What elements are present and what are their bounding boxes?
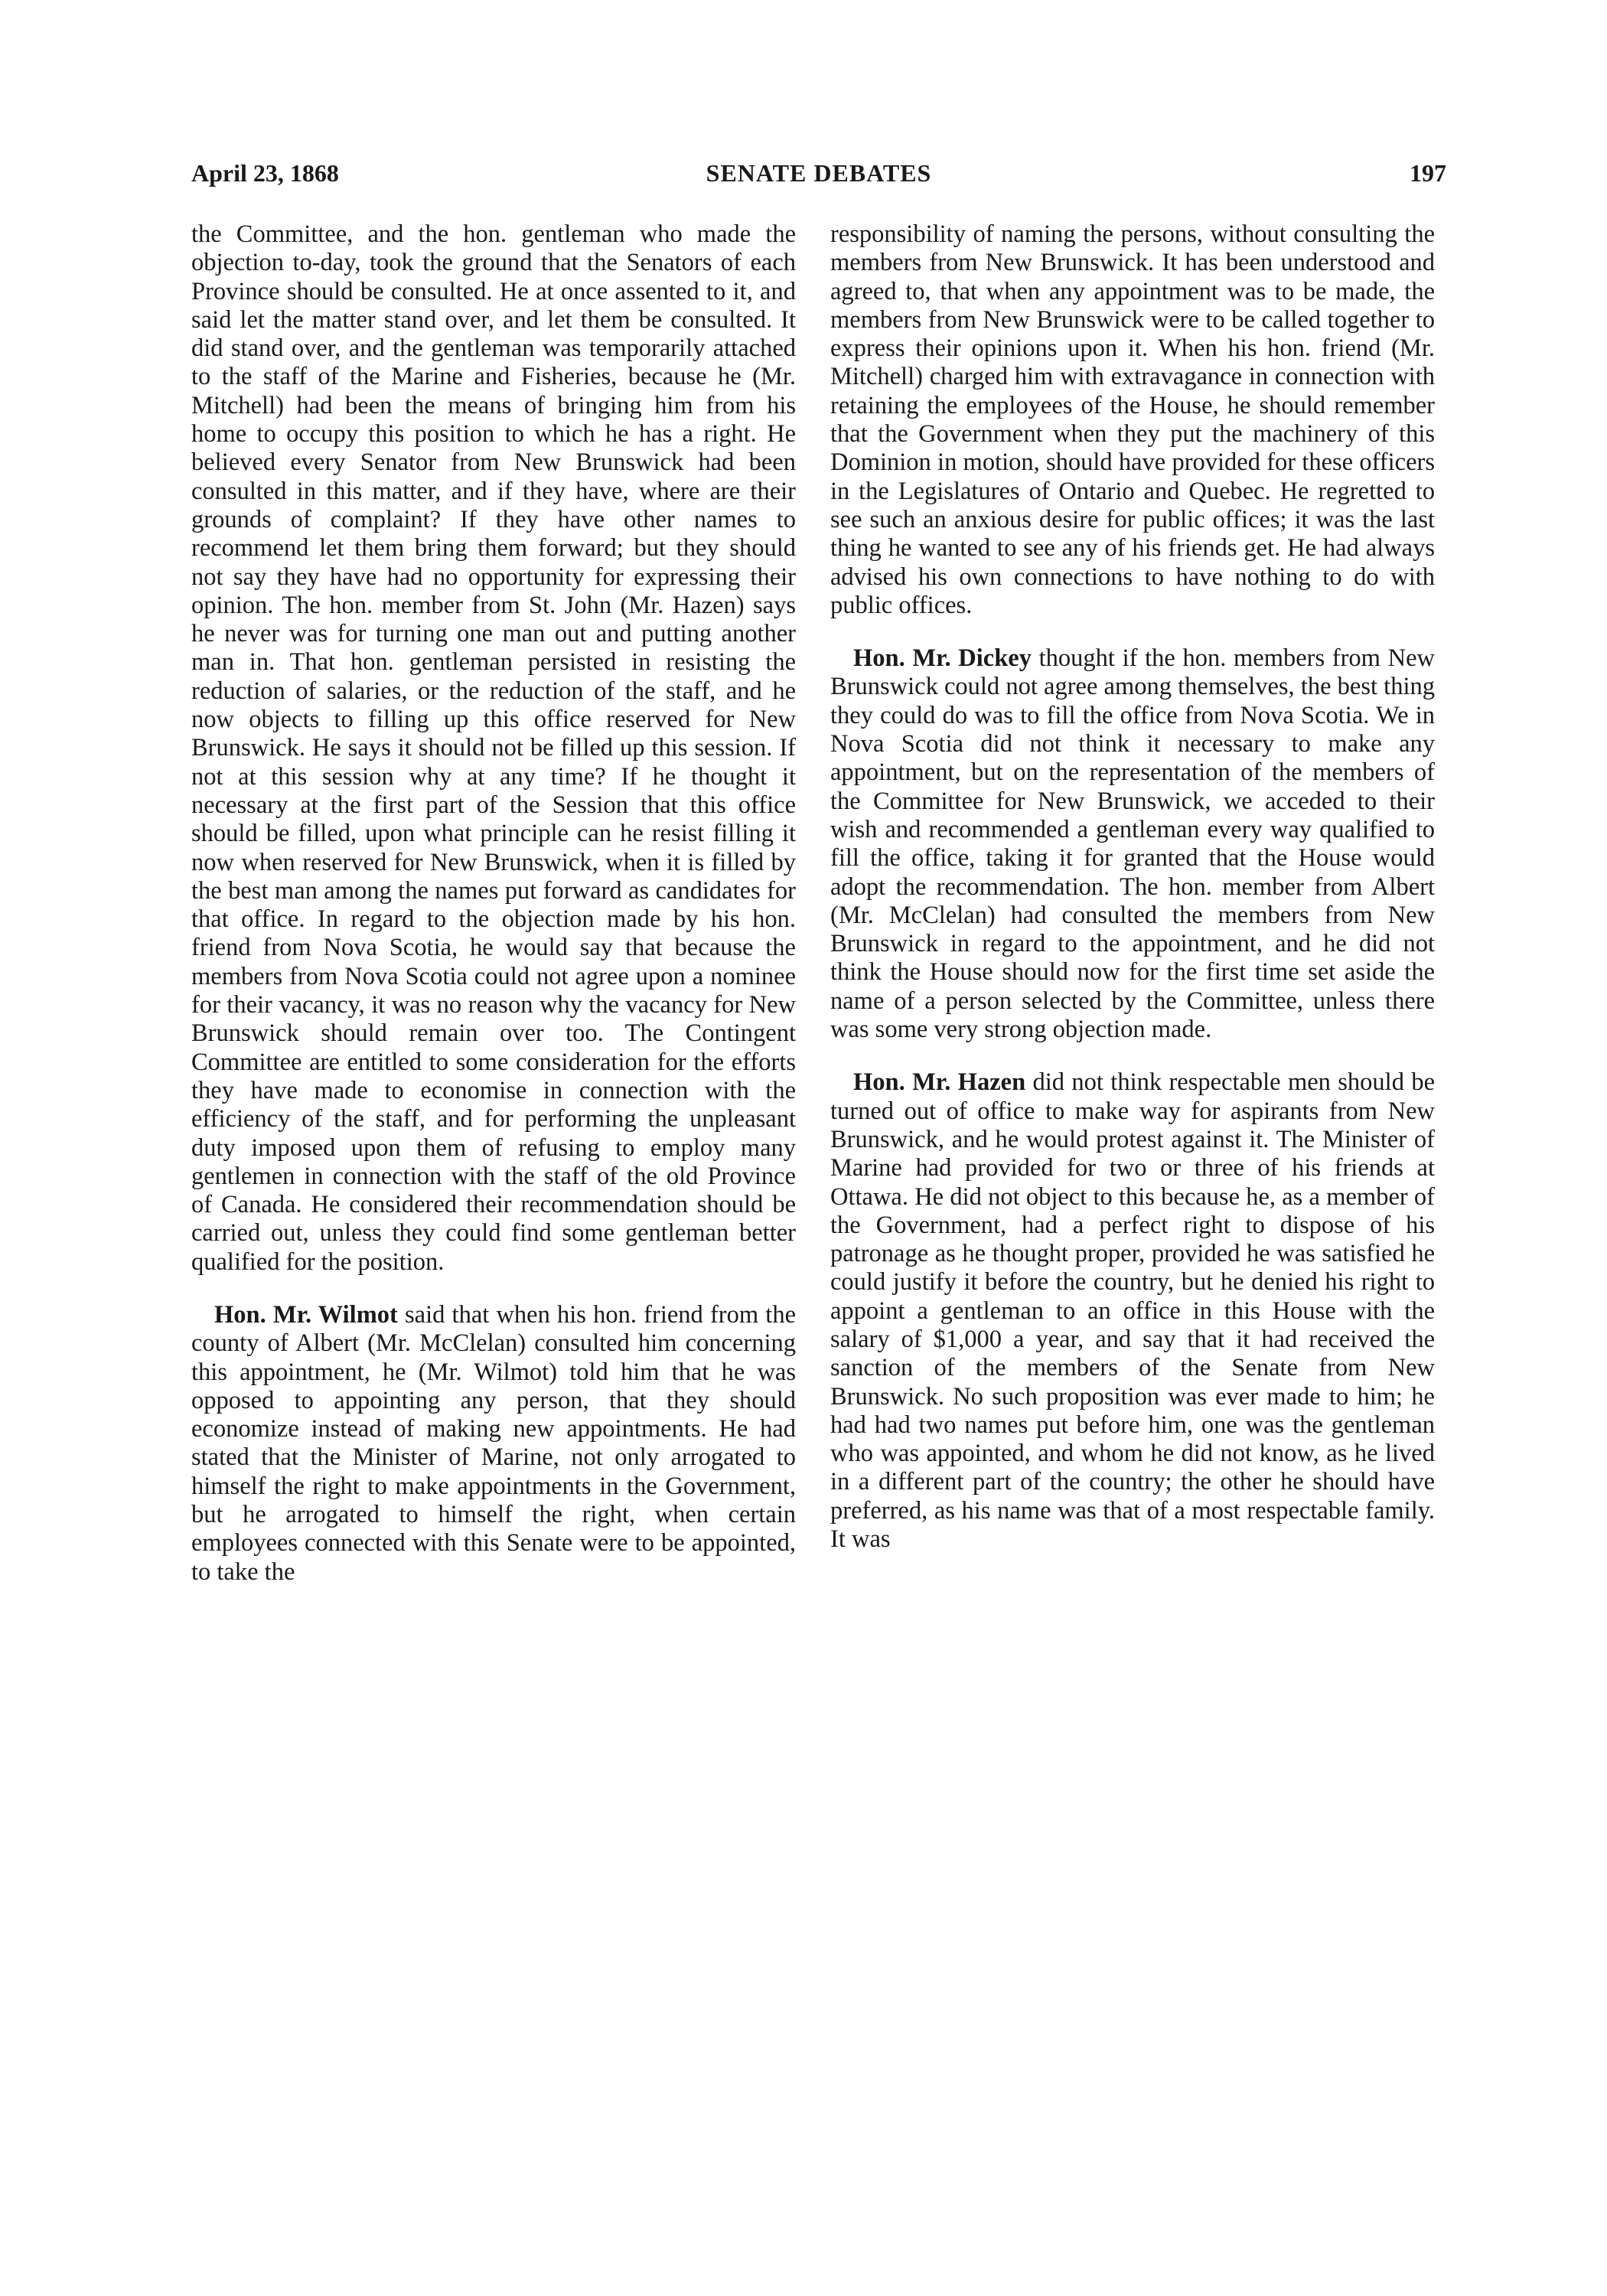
paragraph-continuation (191, 220, 796, 1277)
speaker-name: Hon. Mr. Hazen (853, 1068, 1026, 1097)
paragraph-wilmot (191, 1301, 796, 1587)
paragraph-dickey (830, 644, 1435, 1044)
speaker-name: Hon. Mr. Wilmot (214, 1300, 398, 1329)
paragraph-text: said that when his hon. friend from the county of Albert (Mr. McClelan) consulted him concerning this appointment, he (Mr. Wilmot) told him that he was opposed to appointing any person, that they should economize instead of making new appointments. He had stated that the Minister of Marine, not only arrogated to himself the right to make appointments in the Government, but he arrogated to himself the right, when certain employees connected with this Senate were to be appointed, to take the (191, 1300, 796, 1586)
paragraph-continuation (830, 220, 1435, 620)
paragraph-hazen (830, 1068, 1435, 1554)
paragraph-text: did not think respectable men should be turned out of office to make way for aspirants from New Brunswick, and he would protest against it. The Minister of Marine had provided for two or three of his friends at Ottawa. He did not object to this because he, as a member of the Government, had a perfect right to dispose of his patronage as he thought proper, provided he was satisfied he could justify it before the country, but he denied his right to appoint a gentleman to an office in this House with the salary of $1,000 a year, and say that it had received the sanction of the members of the Senate from New Brunswick. No such proposition was ever made to him; he had had two names put before him, one was the gentleman who was appointed, and whom he did not know, as he lived in a different part of the country; the other he should have preferred, as his name was that of a most respectable family. It was (830, 1068, 1435, 1554)
page-number: 197 (1410, 159, 1446, 187)
left-column (191, 220, 796, 1611)
paragraph-text: the Committee, and the hon. gentleman who made the objection to-day, took the ground that the Senators of each Province should be consulted. He at once assented to it, and said let the matter stand over, and let them be consulted. It did stand over, and the gentleman was temporarily attached to the staff of the Marine and Fisheries, because he (Mr. Mitchell) had been the means of bringing him from his home to occupy this position to which he has a right. He believed every Senator from New Brunswick had been consulted in this matter, and if they have, where are their grounds of complaint? If they have other names to recommend let them bring them forward; but they should not say they have had no opportunity for expressing their opinion. The hon. member from St. John (Mr. Hazen) says he never was for turning one man out and putting another man in. That hon. gentleman persisted in resisting the reduction of salaries, or the reduction of the staff, and he now objects to filling up this office reserved for New Brunswick. He says it should not be filled up this session. If not at this session why at any time? If he thought it necessary at the first part of the Session that this office should be filled, upon what principle can he resist filling it now when reserved for New Brunswick, when it is filled by the best man among the names put forward as candidates for that office. In regard to the objection made by his hon. friend from Nova Scotia, he would say that because the members from Nova Scotia could not agree upon a nominee for their vacancy, it was no reason why the vacancy for New Brunswick should remain over too. The Contingent Committee are entitled to some consideration for the efforts they have made to economise in connection with the efficiency of the staff, and for performing the unpleasant duty imposed upon them of refusing to employ many gentlemen in connection with the staff of the old Province of Canada. He considered their recommendation should be carried out, unless they could find some gentleman better qualified for the position. (191, 220, 796, 1276)
paragraph-text: responsibility of naming the persons, without consulting the members from New Brunswick. It has been understood and agreed to, that when any appointment was to be made, the members from New Brunswick were to be called together to express their opinions upon it. When his hon. friend (Mr. Mitchell) charged him with extravagance in connection with retaining the employees of the House, he should remember that the Government when they put the machinery of this Dominion in motion, should have provided for these officers in the Legislatures of Ontario and Quebec. He regretted to see such an anxious desire for public offices; it was the last thing he wanted to see any of his friends get. He had always advised his own connections to have nothing to do with public offices. (830, 220, 1435, 619)
header-date: April 23, 1868 (191, 159, 339, 187)
paragraph-text: thought if the hon. members from New Brunswick could not agree among themselves, the best thing they could do was to fill the office from Nova Scotia. We in Nova Scotia did not think it necessary to make any appointment, but on the representation of the members of the Committee for New Brunswick, we acceded to their wish and recommended a gentleman every way qualified to fill the office, taking it for granted that the House would adopt the recommendation. The hon. member from Albert (Mr. McClelan) had consulted the members from New Brunswick in regard to the appointment, and he did not think the House should now for the first time set aside the name of a person selected by the Committee, unless there was some very strong objection made. (830, 644, 1435, 1044)
page-header (191, 159, 1446, 190)
right-column (830, 220, 1435, 1578)
header-title: SENATE DEBATES (706, 159, 932, 187)
speaker-name: Hon. Mr. Dickey (853, 644, 1032, 673)
